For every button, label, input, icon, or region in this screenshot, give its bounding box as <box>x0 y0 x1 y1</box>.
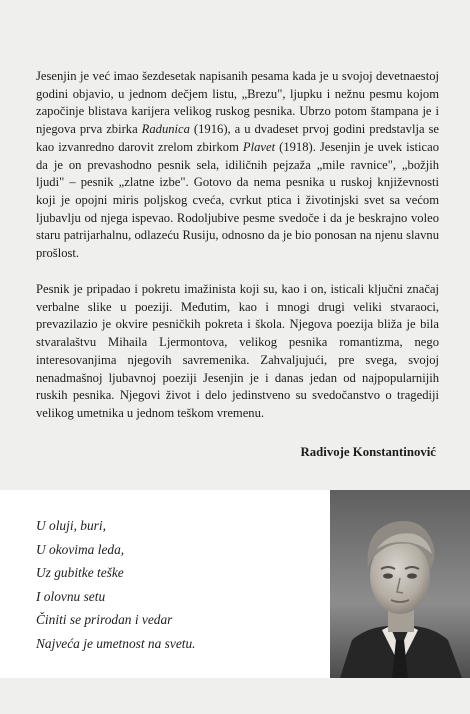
poem-line: Uz gubitke teške <box>36 565 124 581</box>
page-footer-strip <box>0 678 470 714</box>
bio-text-1b: (1916), a u dvadeset prvoj godini predstavlja se kao izvanredno darovit zrelom zbirkom <box>36 122 440 154</box>
poem-line: U okovima leda, <box>36 541 125 557</box>
bio-text-1c: (1918). Jesenjin je uvek isticao da je on prevashodno pesnik sela, idiličnih pejzaža „mile ravnice", „božjih ljudi" – pesnik „zlatne izbe". Gotovo da nema pesnika u ruskoj književnosti koji je opojni miris poljskog cveća, cvrkut ptica i životinjski svet sa većom ljubavlju od njega ispevao. Rodoljubive pesme svedoče i da je beskrajno voleo staru patrijarhalnu, odlazeću Rusiju, odnosno da je bio ponosan na njenu slavnu prošlost. <box>36 139 440 261</box>
bio-text-1a: Jesenjin je već imao šezdesetak napisanih pesama kada je u svojoj devetnaestoj godini objavio, u jednom dečjem listu, „Brezu", ljupku i nežnu pesmu kojom započinje blistava karijera velikog ruskog pesnika. Ubrzo potom štampana je i njegova prva zbirka <box>36 69 439 137</box>
poem-stanza <box>36 514 196 656</box>
bio-paragraph-2: Pesnik je pripadao i pokretu imažinista koji su, kao i on, isticali ključni značaj verbalne slike u poeziji. Međutim, kao i mnogi drugi veliki stvaraoci, prevazilazio je okvire pesničkih pokreta i škola. Njegova poezija bliža je bila stvaralaštvu Mihaila Ljermontova, velikog pesnika romantizma, nego interesovanjima njegovih savremenika. Zahvaljujući, pre svega, svojoj nenadmašnoj ljubavnoj poeziji Jesenjin je i danas jedan od najpopularnijih ruskih pesnika. Njegovi život i delo jedinstveno su svedočanstvo o tragediji velikog umetnika u jednom teškom vremenu. <box>36 282 439 420</box>
author-signature: Radivoje Konstantinović <box>300 445 436 459</box>
book-title-radunica: Radunica <box>141 122 190 137</box>
portrait-illustration <box>330 490 470 678</box>
poem-line: I olovnu setu <box>36 588 106 604</box>
poem-line: U oluji, buri, <box>36 518 106 533</box>
poem-line: Najveća je umetnost na svetu. <box>36 635 196 651</box>
book-title-plavet: Plavet <box>242 139 276 154</box>
bio-paragraph-1 <box>36 68 439 263</box>
poet-portrait-photo <box>330 490 470 678</box>
poem-line: Činiti se prirodan i vedar <box>36 612 173 628</box>
